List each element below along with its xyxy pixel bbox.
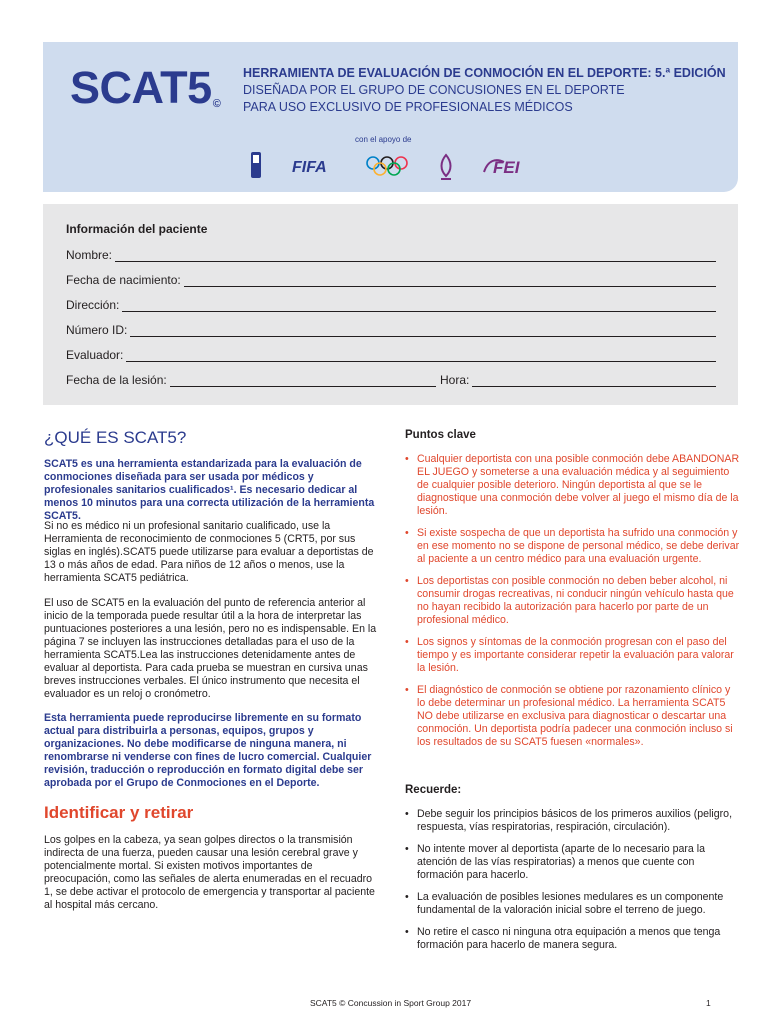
copyright-paragraph: Esta herramienta puede reproducirse libremente en su formato actual para distribuirla a personas, equipos, grupos y organizaciones. No debe modificarse de ninguna manera, ni renombrarse ni venderse con fines de lucro comercial. Cualquier revisión, traducción o reproducción en formato digital debe ser aprobada por el Grupo de Conmociones en el Deporte. bbox=[44, 712, 372, 789]
dob-field[interactable]: Fecha de nacimiento: bbox=[66, 271, 716, 287]
fei-logo bbox=[484, 158, 521, 177]
name-field[interactable]: Nombre: bbox=[66, 246, 716, 262]
svg-text:FEI: FEI bbox=[493, 158, 520, 177]
list-item: • No retire el casco ni ninguna otra equipación a menos que tenga formación para hacerlo de manera segura. bbox=[405, 926, 741, 952]
usage-paragraph: Si no es médico ni un profesional sanitario cualificado, use la Herramienta de reconocimiento de conmociones 5 (CRT5, por sus siglas en inglés).SCAT5 puede utilizarse para evaluar a deportistas de 13 o más años de edad. Para niños de 12 años o menos, use la herramienta SCAT5 pediátrica. bbox=[44, 520, 374, 584]
injury-date-field[interactable]: Fecha de la lesión: bbox=[66, 371, 436, 387]
list-item: • La evaluación de posibles lesiones medulares es un componente fundamental de la valoración inicial sobre el terreno de juego. bbox=[405, 891, 741, 917]
intro-paragraph: SCAT5 es una herramienta estandarizada para la evaluación de conmociones diseñada para ser usada por médicos y profesionales sanitarios cualificados¹. Es necesario dedicar al menos 10 minutos para una correcta utilización de la herramienta SCAT5. bbox=[44, 458, 375, 522]
header-banner bbox=[43, 42, 738, 192]
identify-paragraph: Los golpes en la cabeza, ya sean golpes directos o la transmisión indirecta de una fuerza, pueden causar una lesión cerebral grave y potencialmente mortal. Si existen motivos importantes de preocupación, como las señales de alerta enumeradas en el recuadro 1, se debe activar el protocolo de emergencia y transportar al paciente al hospital más cercano. bbox=[44, 834, 375, 911]
list-item: • Si existe sospecha de que un deportista ha sufrido una conmoción y en ese momento no se dispone de personal médico, se debe derivar al paciente a un centro médico para una evaluación urgente. bbox=[405, 527, 741, 566]
what-is-scat5-heading: ¿QUÉ ES SCAT5? bbox=[44, 428, 187, 447]
scat5-logo: SCAT5© bbox=[70, 62, 221, 113]
page-number: 1 bbox=[706, 998, 711, 1008]
list-item: • Cualquier deportista con una posible conmoción debe ABANDONAR EL JUEGO y someterse a una evaluación médica y al seguimiento de cualquier posible deterioro. Ningún deportista al que se le diagnostique una conmoción debe volver al juego el mismo día de la lesión. bbox=[405, 453, 741, 518]
patient-info-form bbox=[43, 204, 738, 405]
list-item: • Debe seguir los principios básicos de los primeros auxilios (peligro, respuesta, vías respiratorias, respiración, circulación). bbox=[405, 808, 741, 834]
list-item: • No intente mover al deportista (aparte de lo necesario para la atención de las vías respiratorias) a menos que cuente con formación para hacerlo. bbox=[405, 843, 741, 882]
address-field[interactable]: Dirección: bbox=[66, 296, 716, 312]
identify-remove-heading: Identificar y retirar bbox=[44, 803, 194, 822]
footer-text: SCAT5 © Concussion in Sport Group 2017 bbox=[310, 998, 472, 1008]
list-item: • Los signos y síntomas de la conmoción progresan con el paso del tiempo y es importante considerar repetir la evaluación para valorar la lesión. bbox=[405, 636, 741, 675]
remember-list bbox=[405, 808, 741, 961]
list-item: • Los deportistas con posible conmoción no deben beber alcohol, ni consumir drogas recreativas, ni conducir ningún vehículo hasta que no hayan recibido la autorización para hacerlo por parte de un profesional médico. bbox=[405, 575, 741, 627]
remember-heading: Recuerde: bbox=[405, 784, 462, 796]
rugby-union-icon bbox=[251, 152, 261, 178]
world-rugby-icon bbox=[441, 155, 451, 180]
patient-info-heading: Información del paciente bbox=[66, 222, 208, 236]
support-label: con el apoyo de bbox=[355, 135, 412, 144]
olympic-rings-icon bbox=[367, 157, 407, 175]
fifa-logo: FIFA bbox=[292, 159, 327, 176]
baseline-paragraph: El uso de SCAT5 en la evaluación del punto de referencia anterior al inicio de la temporada puede resultar útil a la hora de interpretar las puntuaciones posteriores a una lesión, pero no es indispensable. En la página 7 se incluyen las instrucciones detalladas para el uso de la herramienta SCAT5.Lea las instrucciones detenidamente antes de evaluar al deportista. Para cada prueba se muestran en cursiva unas breves instrucciones verbales. El único instrumento que necesita el evaluador es un reloj o cronómetro. bbox=[44, 597, 377, 700]
sponsor-logos bbox=[248, 150, 548, 182]
injury-time-field[interactable]: Hora: bbox=[440, 371, 716, 387]
key-points-list bbox=[405, 453, 741, 758]
header-title: HERRAMIENTA DE EVALUACIÓN DE CONMOCIÓN EN EL DEPORTE: 5.ª EDICIÓN DISEÑADA POR EL GRUPO DE CONCUSIONES EN EL DEPORTE PARA USO EXCLUSIVO DE PROFESIONALES MÉDICOS bbox=[243, 66, 726, 114]
key-points-heading: Puntos clave bbox=[405, 429, 476, 441]
list-item: • El diagnóstico de conmoción se obtiene por razonamiento clínico y lo debe determinar un profesional médico. La herramienta SCAT5 NO debe utilizarse en exclusiva para diagnosticar o descartar una conmoción. Un deportista podría padecer una conmoción incluso si los resultados de su SCAT5 fuesen «normales». bbox=[405, 684, 741, 749]
evaluator-field[interactable]: Evaluador: bbox=[66, 346, 716, 362]
id-number-field[interactable]: Número ID: bbox=[66, 321, 716, 337]
